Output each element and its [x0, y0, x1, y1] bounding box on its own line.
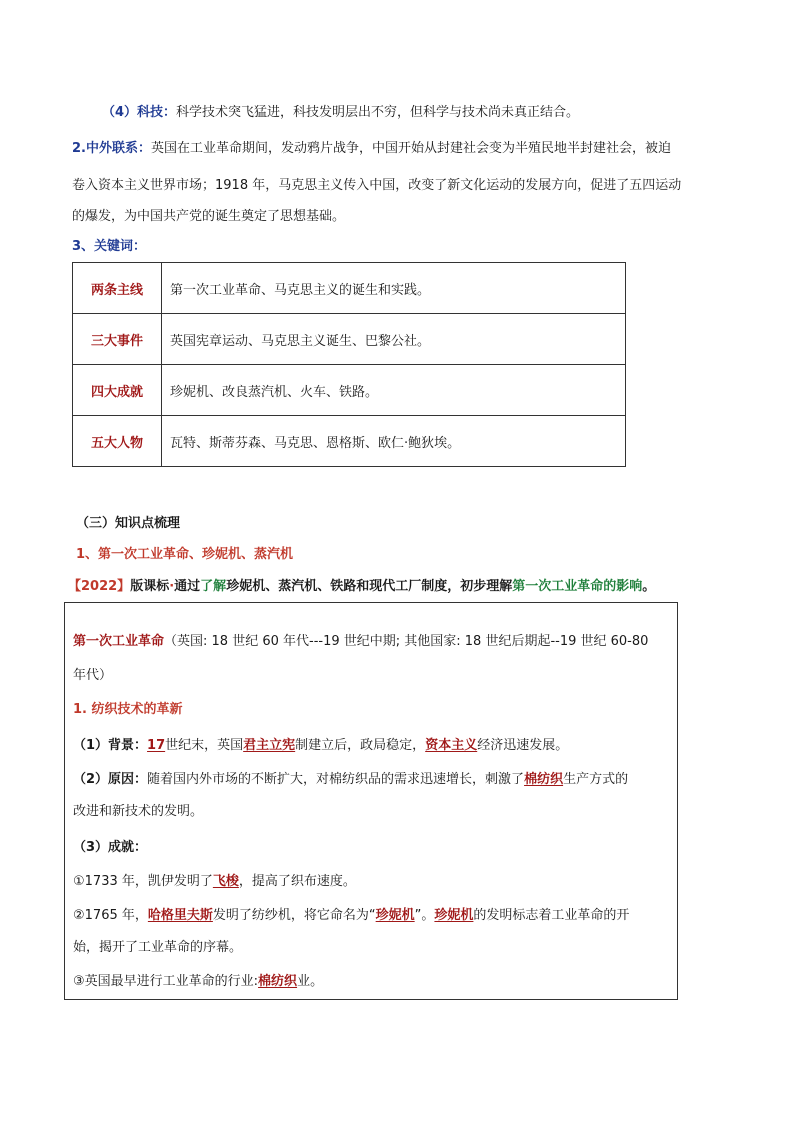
text: ③英国最早进行工业革命的行业:: [73, 974, 259, 989]
link-line-2: 卷入资本主义世界市场；1918 年，马克思主义传入中国，改变了新文化运动的发展方向，促进了五四运动: [72, 178, 682, 193]
keyword: 棉纺织: [258, 974, 298, 989]
box-title-rest-2: 年代）: [73, 668, 113, 683]
tech-text: 科学技术突飞猛进，科技发明层出不穷，但科学与技术尚未真正结合。: [176, 105, 580, 120]
background-label: （1）背景：: [73, 738, 148, 753]
text: ①1733 年，凯伊发明了: [73, 874, 213, 889]
achievement-2: [73, 907, 629, 925]
table-row: [73, 263, 626, 314]
text: 随着国内外市场的不断扩大，对棉纺织品的需求迅速增长，刺激了: [147, 772, 525, 787]
achievement-label: （3）成就：: [73, 840, 148, 855]
link-line-1: [72, 140, 671, 158]
standard-tag: 【2022】: [68, 579, 131, 594]
link-line-3: 的爆发，为中国共产党的诞生奠定了思想基础。: [72, 209, 346, 224]
keyword: 17: [147, 738, 166, 753]
standard-b: 通过: [174, 579, 201, 594]
keyword-key: 两条主线: [73, 263, 162, 314]
text: 制建立后，政局稳定，: [295, 738, 426, 753]
keyword: 飞梭: [212, 874, 239, 889]
keywords-table: [72, 262, 626, 467]
keyword-value: 第一次工业革命、马克思主义的诞生和实践。: [162, 263, 626, 314]
standard-line: [68, 578, 655, 596]
keyword: 珍妮机: [375, 908, 415, 923]
text: ”。: [414, 908, 435, 923]
keyword-value: 英国宪章运动、马克思主义诞生、巴黎公社。: [162, 314, 626, 365]
text: 发明了纺纱机，将它命名为“: [212, 908, 376, 923]
background-line: [73, 737, 568, 755]
keyword: 资本主义: [425, 738, 478, 753]
text: 世纪末，英国: [165, 738, 244, 753]
text: ②1765 年，: [73, 908, 148, 923]
box-title: 第一次工业革命: [73, 634, 165, 649]
keyword-key: 三大事件: [73, 314, 162, 365]
cause-line-2: 改进和新技术的发明。: [73, 804, 204, 819]
keyword-key: 四大成就: [73, 365, 162, 416]
keyword-value: 瓦特、斯蒂芬森、马克思、恩格斯、欧仁·鲍狄埃。: [162, 416, 626, 467]
keyword: 棉纺织: [524, 772, 564, 787]
standard-d: 珍妮机、蒸汽机、铁路和现代工厂制度，初步理解: [226, 579, 513, 594]
table-row: [73, 365, 626, 416]
text: ，提高了织布速度。: [238, 874, 356, 889]
table-row: [73, 314, 626, 365]
box-title-line: [73, 633, 648, 651]
box-subheading: 1. 纺织技术的革新: [73, 702, 183, 717]
topic-heading: 1、第一次工业革命、珍妮机、蒸汽机: [76, 547, 294, 562]
keyword-value: 珍妮机、改良蒸汽机、火车、铁路。: [162, 365, 626, 416]
text: 业。: [297, 974, 324, 989]
text: 生产方式的: [563, 772, 629, 787]
link-label: 2.中外联系：: [72, 141, 151, 156]
section-heading: （三）知识点梳理: [76, 516, 181, 531]
achievement-1: [73, 873, 356, 891]
keyword: 哈格里夫斯: [147, 908, 213, 923]
achievement-3: [73, 973, 323, 991]
keyword: 君主立宪: [243, 738, 296, 753]
keyword: 珍妮机: [434, 908, 474, 923]
cause-line: [73, 771, 628, 789]
standard-dot: ·: [169, 579, 175, 594]
tech-label: （4）科技：: [102, 105, 177, 120]
standard-c: 了解: [200, 579, 227, 594]
text: 经济迅速发展。: [477, 738, 569, 753]
keywords-label: 3、关键词：: [72, 239, 147, 254]
box-title-rest: （英国: 18 世纪 60 年代---19 世纪中期; 其他国家: 18 世纪后期起--19 世纪 60-80: [164, 634, 649, 649]
achievement-2-cont: 始，揭开了工业革命的序幕。: [73, 940, 243, 955]
knowledge-box: [64, 602, 678, 1000]
standard-e: 第一次工业革命的影响: [512, 579, 643, 594]
table-row: [73, 416, 626, 467]
text: 的发明标志着工业革命的开: [473, 908, 630, 923]
standard-end: 。: [642, 579, 656, 594]
link-text-1: 英国在工业革命期间，发动鸦片战争，中国开始从封建社会变为半殖民地半封建社会，被迫: [150, 141, 671, 156]
keyword-key: 五大人物: [73, 416, 162, 467]
standard-a: 版课标: [130, 579, 170, 594]
tech-line: [102, 104, 579, 122]
cause-label: （2）原因：: [73, 772, 148, 787]
